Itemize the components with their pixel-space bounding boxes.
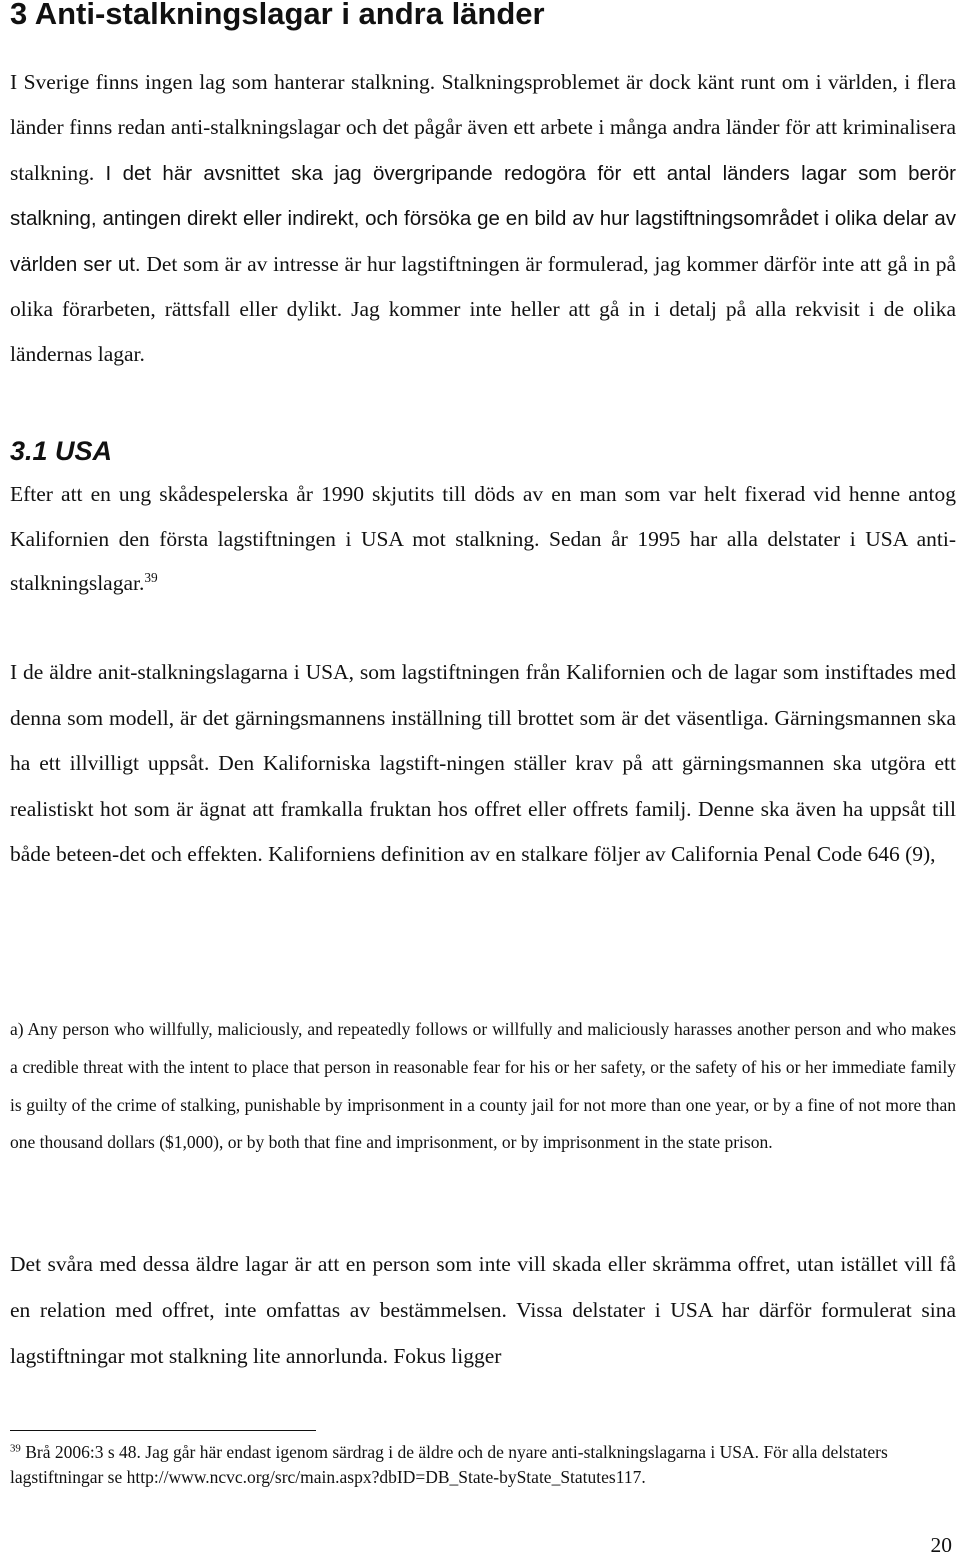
intro-text-4: Jag kommer inte heller att gå in i detalj på alla rekvisit i de olika ländernas lagar. [10, 297, 956, 367]
intro-paragraph [10, 60, 956, 378]
intro-text-3: Det som är av intresse är hur lagstiftningen är formulerad, jag kommer därför inte att gå in på olika förarbeten, rättsfall eller dylikt. [10, 251, 956, 322]
intro-text-1: I Sverige finns ingen lag som hanterar stalkning. Stalkningsproblemet är dock känt runt om i världen, i flera länder finns redan anti-stalkningslagar och det pågår även ett arbete i många andra länder för att kriminalisera stalkning. [10, 70, 956, 185]
usa-paragraph-1 [10, 472, 956, 606]
usa-paragraph-3: Det svåra med dessa äldre lagar är att en person som inte vill skada eller skrämma offret, utan istället vill få en relation med offret, inte omfattas av bestämmelsen. Vissa delstater i USA har därför formulerat sina lagstiftningar mot stalkning lite annorlunda. Fokus ligger [10, 1252, 956, 1368]
footnote-text: Brå 2006:3 s 48. Jag går här endast igenom särdrag i de äldre och de nyare anti-stalkningslagarna i USA. För alla delstaters lagstiftningar se http://www.ncvc.org/src/main.aspx?dbID=DB_State-byState_Statutes117. [10, 1442, 888, 1487]
usa-paragraph-1-text: Efter att en ung skådespelerska år 1990 skjutits till döds av en man som var helt fixerad vid henne antog Kalifornien den första lagstiftningen i USA mot stalkning. Sedan år 1995 har alla delstater i USA anti-stalkningslagar. [10, 482, 956, 595]
intro-text-2: I det här avsnittet ska jag övergripande redogöra för ett antal länders lagar som berör stalkning, antingen direkt eller indirekt, och försöka ge en bild av hur lagstiftningsområdet i olika delar av världen ser ut. [10, 161, 956, 276]
page-number: 20 [930, 1533, 952, 1557]
footnote-number: 39 [10, 1442, 21, 1455]
penal-code-quote: a) Any person who willfully, maliciously, and repeatedly follows or willfully and maliciously harasses another person and who makes a credible threat with the intent to place that person in reasonable fear for his or her safety, or the safety of his or her immediate family is guilty of the crime of stalking, punishable by imprisonment in a county jail for not more than one year, or by a fine of not more than one thousand dollars ($1,000), or by both that fine and imprisonment, or by imprisonment in the state prison. [10, 1019, 956, 1153]
usa-paragraph-2: I de äldre anit-stalkningslagarna i USA, som lagstiftningen från Kalifornien och de lagar som instiftades med denna som modell, är det gärningsmannens inställning till brottet som är det väsentliga. Gärningsmannen ska ha ett illvilligt uppsåt. Den Kaliforniska lagstift-ningen ställer krav på att gärningsmannen ska utgöra ett realistiskt hot som är ägnat att framkalla fruktan hos offret eller offrets familj. Denne ska även ha uppsåt till både beteen-det och effekten. Kaliforniens definition av en stalkare följer av California Penal Code 646 (9), [10, 660, 956, 867]
footnote-39 [10, 1440, 956, 1490]
page-heading: 3 Anti-stalkningslagar i andra länder [10, 0, 545, 31]
footnote-ref-39: 39 [144, 570, 158, 586]
footnote-separator [10, 1430, 316, 1431]
section-heading-usa: 3.1 USA [10, 436, 113, 466]
